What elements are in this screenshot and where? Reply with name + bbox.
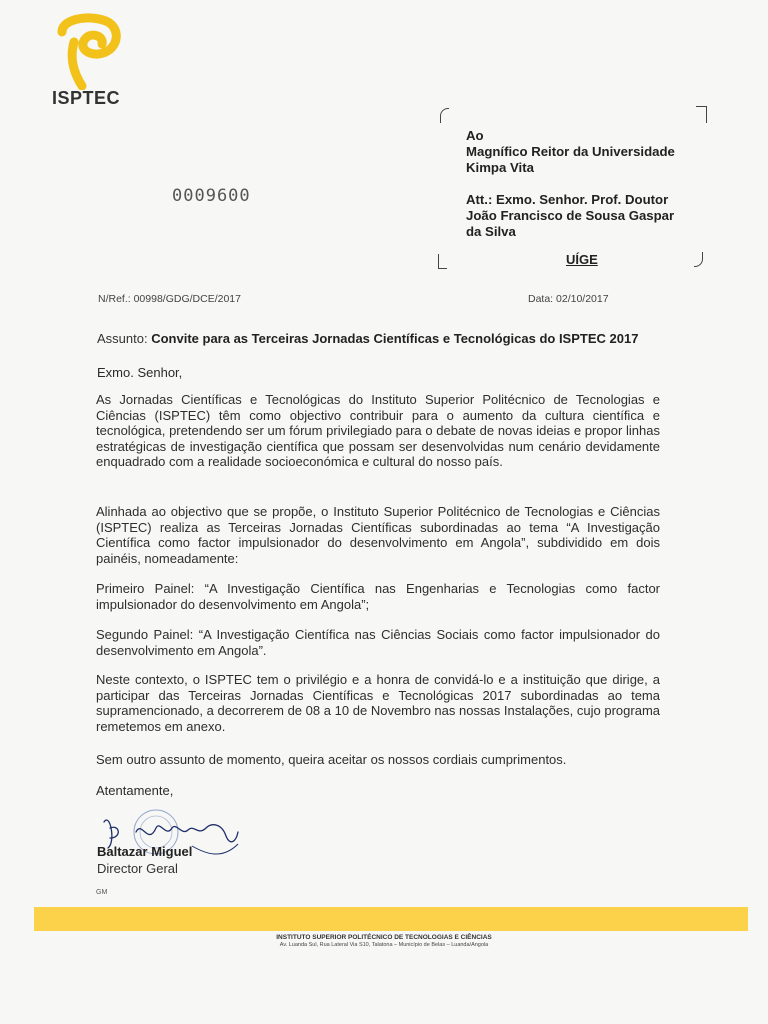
recipient-city: UÍGE [566, 252, 598, 267]
body-paragraph: Primeiro Painel: “A Investigação Científica nas Engenharias e Tecnologias como factor impulsionador do desenvolvimento em Angola”; [96, 581, 660, 612]
recipient-line: Kimpa Vita [466, 160, 534, 175]
closing: Atentamente, [96, 783, 174, 798]
subject-line [97, 331, 638, 346]
subject-text: Convite para as Terceiras Jornadas Científicas e Tecnológicas do ISPTEC 2017 [151, 331, 639, 346]
body-paragraph: As Jornadas Científicas e Tecnológicas do Instituto Superior Politécnico de Tecnologias e Ciências (ISPTEC) têm como objectivo contribuir para o aumento da cultura científica e tecnológica, pretendendo ser um fórum privilegiado para o debate de novas ideias e propor linhas estratégicas de investigação científica que possam ser desenvolvidas num cenário devidamente enquadrado com a realidade socioeconómica e cultural do nosso país. [96, 392, 660, 470]
isptec-logo-icon [52, 12, 124, 90]
subject-label: Assunto: [97, 331, 148, 346]
footer-institution: INSTITUTO SUPERIOR POLITÉCNICO DE TECNOLOGIAS E CIÊNCIAS [276, 934, 492, 941]
salutation: Exmo. Senhor, [97, 365, 183, 380]
signer-role: Director Geral [97, 861, 178, 876]
signer-name: Baltazar Miguel [97, 844, 193, 859]
typist-initials: GM [96, 889, 108, 896]
body-paragraph: Alinhada ao objectivo que se propõe, o Instituto Superior Politécnico de Tecnologias e Ciências (ISPTEC) realiza as Terceiras Jornadas Científicas subordinadas ao tema “A Investigação Científica como factor impulsionador do desenvolvimento em Angola”, subdividido em dois painéis, nomeadamente: [96, 504, 660, 566]
corner-mark-top-left [440, 108, 449, 123]
reference-number: N/Ref.: 00998/GDG/DCE/2017 [98, 293, 241, 305]
body-paragraph: Neste contexto, o ISPTEC tem o privilégio e a honra de convidá-lo e a instituição que dirige, a participar das Terceiras Jornadas Científicas e Tecnológicas 2017 subordinadas ao tema supramencionado, a decorrerem de 08 a 10 de Novembro nas nossas Instalações, cujo programa remetemos em anexo. [96, 672, 660, 734]
recipient-address [466, 128, 726, 240]
attention-line: Att.: Exmo. Senhor. Prof. Doutor [466, 192, 669, 207]
body-paragraph: Segundo Painel: “A Investigação Científica nas Ciências Sociais como factor impulsionador do desenvolvimento em Angola”. [96, 627, 660, 658]
attention-line: João Francisco de Sousa Gaspar [466, 208, 675, 223]
attention-line: da Silva [466, 224, 516, 239]
footer-band [34, 907, 748, 931]
recipient-line: Ao [466, 128, 484, 143]
body-paragraph: Sem outro assunto de momento, queira aceitar os nossos cordiais cumprimentos. [96, 752, 567, 767]
reference-stamp: 0009600 [172, 186, 251, 206]
corner-mark-bottom-right [694, 252, 703, 267]
corner-mark-top-right [696, 106, 707, 123]
recipient-line: Magnífico Reitor da Universidade [466, 144, 675, 159]
footer-address: Av. Luanda Sul, Rua Lateral Via S10, Talatona – Município de Belas – Luanda/Angola [279, 942, 489, 948]
corner-mark-bottom-left [438, 254, 447, 269]
logo-text: ISPTEC [52, 88, 121, 108]
letter-date: Data: 02/10/2017 [528, 293, 609, 305]
